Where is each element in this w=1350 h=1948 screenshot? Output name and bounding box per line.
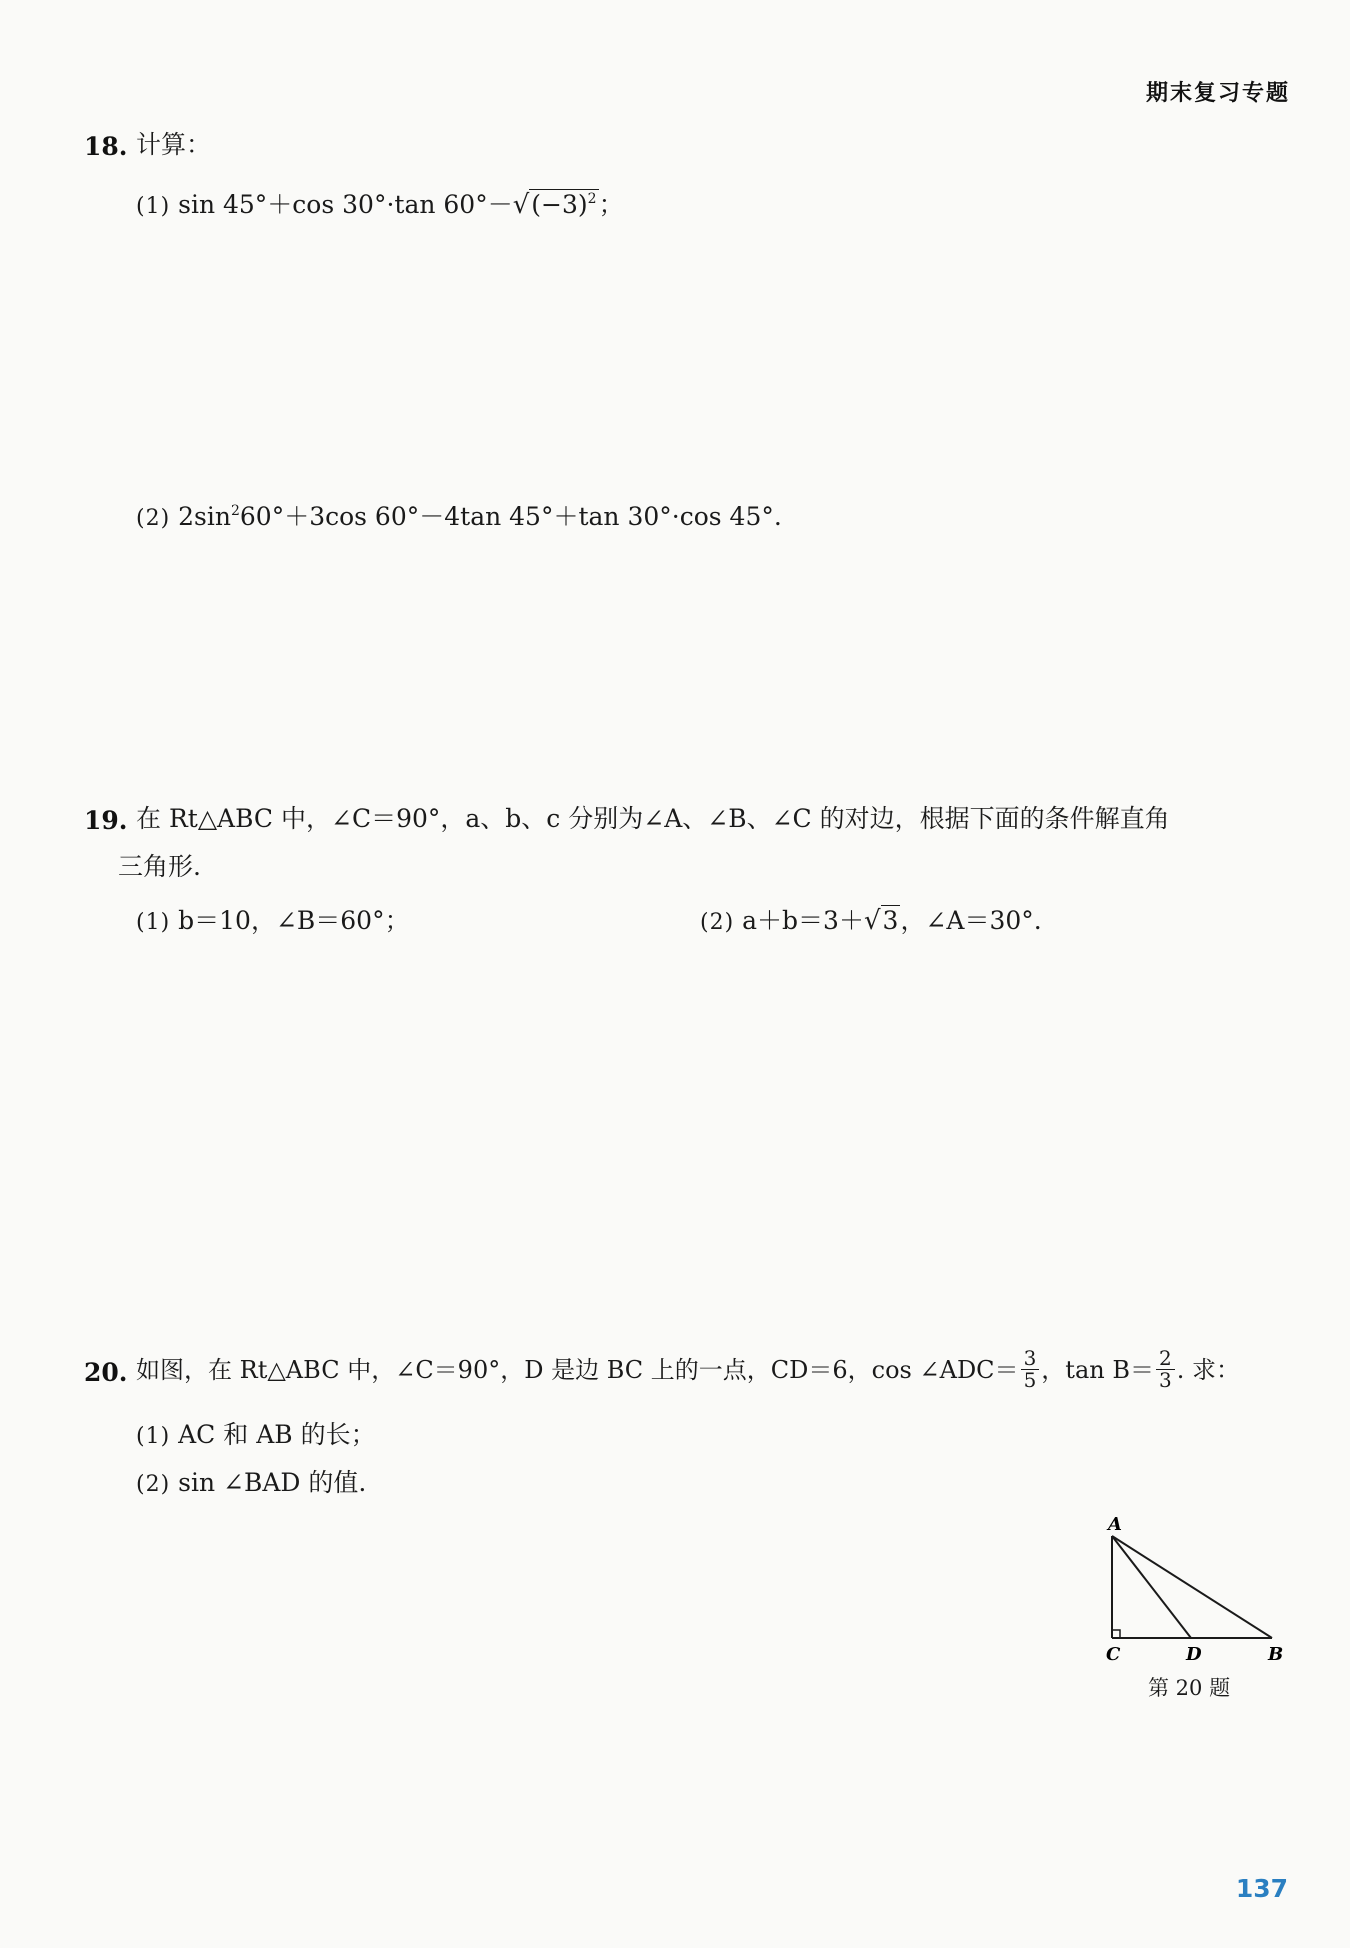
q19-part1-expr: b＝10，∠B＝60°； — [178, 906, 410, 935]
q18-part1-sqrt-inner: (−3) — [531, 190, 588, 219]
label-a: A — [1108, 1514, 1122, 1535]
q18-part2-expr-b: 60°＋3cos 60°－4tan 45°＋tan 30°·cos 45°. — [239, 502, 782, 531]
q19-stem-line2: 三角形. — [118, 852, 201, 881]
segment-ab — [1112, 1536, 1272, 1638]
q19-part2-label: (2) — [700, 910, 735, 935]
q18-part1-label: (1) — [136, 194, 171, 219]
q20-frac-cos — [1021, 1348, 1040, 1391]
q18-part1 — [136, 192, 624, 218]
q19-part1-label: (1) — [136, 910, 171, 935]
q20-frac-tan — [1156, 1348, 1175, 1391]
q19-part1 — [136, 908, 410, 934]
q20-part1-label: (1) — [136, 1424, 171, 1449]
q20-frac-tan-den: 3 — [1158, 1368, 1172, 1392]
q18-part2 — [136, 504, 782, 530]
q20-part2 — [136, 1470, 366, 1496]
q19-part2-sqrt-inner: 3 — [882, 906, 899, 935]
q18-stem: 计算： — [136, 130, 212, 159]
q18-part1-sqrt: $√(-3)^2$ — [512, 190, 597, 220]
label-b: B — [1268, 1644, 1284, 1665]
q20-part1-expr: AC 和 AB 的长； — [178, 1420, 376, 1449]
label-d: D — [1186, 1644, 1202, 1665]
segment-ad — [1112, 1536, 1191, 1638]
q20-frac-cos-num: 3 — [1021, 1348, 1040, 1370]
page-number: 137 — [1235, 1874, 1288, 1903]
q20-stem-a: 如图，在 Rt△ABC 中，∠C＝90°，D 是边 BC 上的一点，CD＝6，cos ∠ADC＝ — [136, 1356, 1019, 1384]
q19-part2-sqrt: √3 — [863, 906, 899, 936]
q20-number: 20. — [84, 1358, 128, 1387]
q18-part1-tail: ； — [598, 190, 624, 219]
right-angle-mark — [1112, 1630, 1120, 1638]
q18-part1-sqrt-exp: 2 — [587, 191, 597, 207]
q20-frac-cos-den: 5 — [1023, 1368, 1037, 1392]
q18-part1-expr: sin 45°＋cos 30°·tan 60°－ — [178, 190, 513, 219]
header-title: 期末复习专题 — [1145, 81, 1290, 106]
q20-frac-tan-num: 2 — [1156, 1348, 1175, 1370]
q18-part2-expr-a: 2sin — [178, 502, 231, 531]
q18-part2-label: (2) — [136, 506, 171, 531]
q20-triangle-figure — [1090, 1508, 1290, 1668]
q20-part2-expr: sin ∠BAD 的值. — [178, 1468, 367, 1497]
q20-part2-label: (2) — [136, 1472, 171, 1497]
q20-stem-b: ，tan B＝ — [1041, 1356, 1154, 1384]
q18-part2-exp: 2 — [230, 503, 240, 519]
q19-part2 — [700, 908, 1042, 934]
figure-caption: 第 20 题 — [1148, 1676, 1231, 1700]
q20-part1 — [136, 1422, 376, 1448]
q20-stem — [136, 1344, 1240, 1396]
q19-stem-line1: 在 Rt△ABC 中，∠C＝90°，a、b、c 分别为∠A、∠B、∠C 的对边，根据下面的条件解直角 — [136, 804, 1170, 833]
q18-number: 18. — [84, 132, 128, 161]
q19-number: 19. — [84, 806, 128, 835]
q19-part2-expr-a: a＋b＝3＋ — [742, 906, 864, 935]
q19-part2-expr-b: ，∠A＝30°. — [900, 906, 1042, 935]
label-c: C — [1106, 1644, 1121, 1665]
q20-stem-c: . 求： — [1176, 1356, 1240, 1384]
